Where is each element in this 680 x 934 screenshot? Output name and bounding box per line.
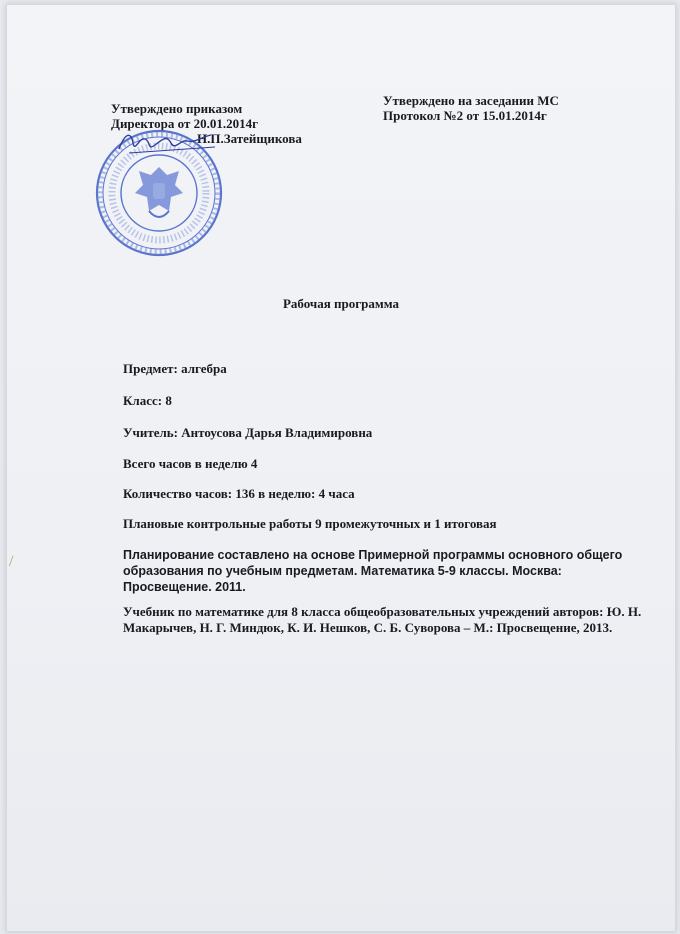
- handwritten-signature-icon: [115, 123, 225, 159]
- approval-left-line1: Утверждено приказом: [111, 101, 243, 116]
- class-field: Класс: 8: [123, 393, 172, 408]
- approval-block-council: [383, 93, 613, 123]
- tests-field: Плановые контрольные работы 9 промежуточных и 1 итоговая: [123, 516, 497, 531]
- approval-right-line2: Протокол №2 от 15.01.2014г: [383, 108, 547, 123]
- subject-field: Предмет: алгебра: [123, 361, 227, 376]
- approval-left-line3: Н.П.Затейщикова: [197, 131, 302, 146]
- basis-paragraph: Планирование составлено на основе Примерной программы основного общего образования по учебным предметам. Математика 5-9 классы. Москва: Просвещение. 2011.: [123, 548, 623, 594]
- teacher-field: Учитель: Антоусова Дарья Владимировна: [123, 425, 373, 440]
- margin-mark: /: [9, 553, 14, 570]
- weekly-hours-field: Всего часов в неделю 4: [123, 456, 258, 471]
- approval-left-line2: Директора от 20.01.2014г: [111, 116, 258, 131]
- approval-right-line1: Утверждено на заседании МС: [383, 93, 559, 108]
- total-hours-field: Количество часов: 136 в неделю: 4 часа: [123, 486, 355, 501]
- document-title: Рабочая программа: [282, 296, 400, 311]
- document-page: [6, 4, 676, 932]
- textbook-paragraph: Учебник по математике для 8 класса общеобразовательных учреждений авторов: Ю. Н. Макарычев, Н. Г. Миндюк, К. И. Нешков, С. Б. Суворова – М.: Просвещение, 2013.: [123, 604, 642, 635]
